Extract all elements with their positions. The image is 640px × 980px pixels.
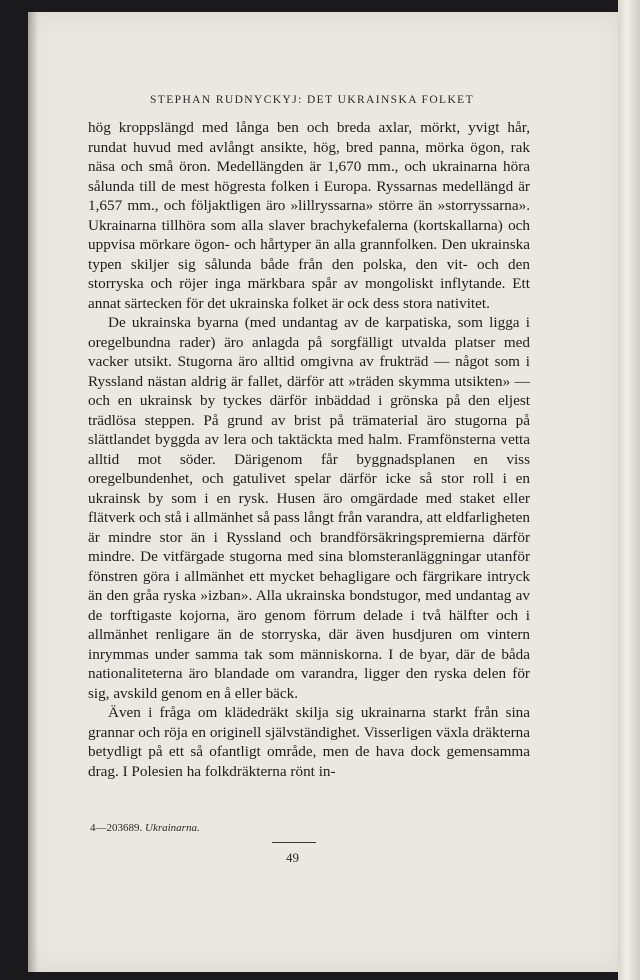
paragraph-3: Även i fråga om klädedräkt skilja sig ukrainarna starkt från sina grannar och röja en originell självständighet. Visserligen växla dräkterna betydligt på ett så ofantligt område, men de hava dock gemensamma drag. I Polesien ha folkdräkterna rönt in-	[88, 704, 530, 780]
printer-signature	[90, 822, 200, 834]
signature-title: Ukrainarna.	[145, 822, 200, 834]
spine-shadow	[28, 12, 38, 972]
paragraph-1: hög kroppslängd med långa ben och breda axlar, mörkt, yvigt hår, rundat huvud med avlångt ansikte, hög, bred panna, mörka ögon, rak näsa och små öron. Medellängden är 1,670 mm., och ukrainarna höra sålunda till de mest högresta folken i Europa. Ryssarnas medellängd är 1,657 mm., och följaktligen äro »lillryssarna» större än »storryssarna». Ukrainarna tillhöra som alla slaver brachykefalerna (kortskallarna) och uppvisa mörkare ögon- och hårtyper än alla grannfolken. Den ukrainska typen skiljer sig sålunda både från den polska, den vit- och den storryska och röjer inga märkbara spår av mongoliskt inflytande. Ett annat särtecken för det ukrainska folket är ock dess stora nativitet.	[88, 119, 530, 312]
paragraph-2: De ukrainska byarna (med undantag av de karpatiska, som ligga i oregelbundna rader) äro anlagda på sorgfälligt utvalda platser med vacker utsikt. Stugorna äro alltid omgivna av frukträd — något som i Ryssland nästan aldrig är fallet, därför att »träden skymma utsikten» — och en ukrainsk by tyckes därför inbäddad i grönska på den eljest trädlösa steppen. På grund av brist på trämaterial äro stugorna på slättlandet byggda av lera och taktäckta med halm. Framfönsterna vetta alltid mot söder. Därigenom får byggnadsplanen en viss oregelbundenhet, och gatulivet spelar därför icke så stor roll i en ukrainsk by som i en rysk. Husen äro omgärdade med staket eller flätverk och stå i allmänhet så pass långt från varandra, att eldfarligheten är mindre stor än i Ryssland och brandförsäkringspremierna därför mindre. De vitfärgade stugorna med sina blomsteranläggningar utanför fönstren göra i allmänhet ett mycket behagligare och färgrikare intryck än den gråa ryska »izban». Alla ukrainska bondstugor, med undantag av de torftigaste kojorna, äro genom förrum delade i två hälfter och i allmänhet renligare än de storryska, där även husdjuren om vintern inrymmas under samma tak som människorna. I de byar, där de båda nationaliteterna äro blandade om varandra, ligger den ryska delen för sig, avskild genom en å eller bäck.	[88, 314, 530, 702]
running-head: STEPHAN RUDNYCKYJ: DET UKRAINSKA FOLKET	[150, 94, 475, 106]
body-text	[88, 118, 530, 781]
signature-code: 4—203689.	[90, 822, 143, 834]
page-number: 49	[286, 850, 299, 865]
page-edge	[618, 0, 640, 980]
footer-rule	[272, 842, 316, 843]
